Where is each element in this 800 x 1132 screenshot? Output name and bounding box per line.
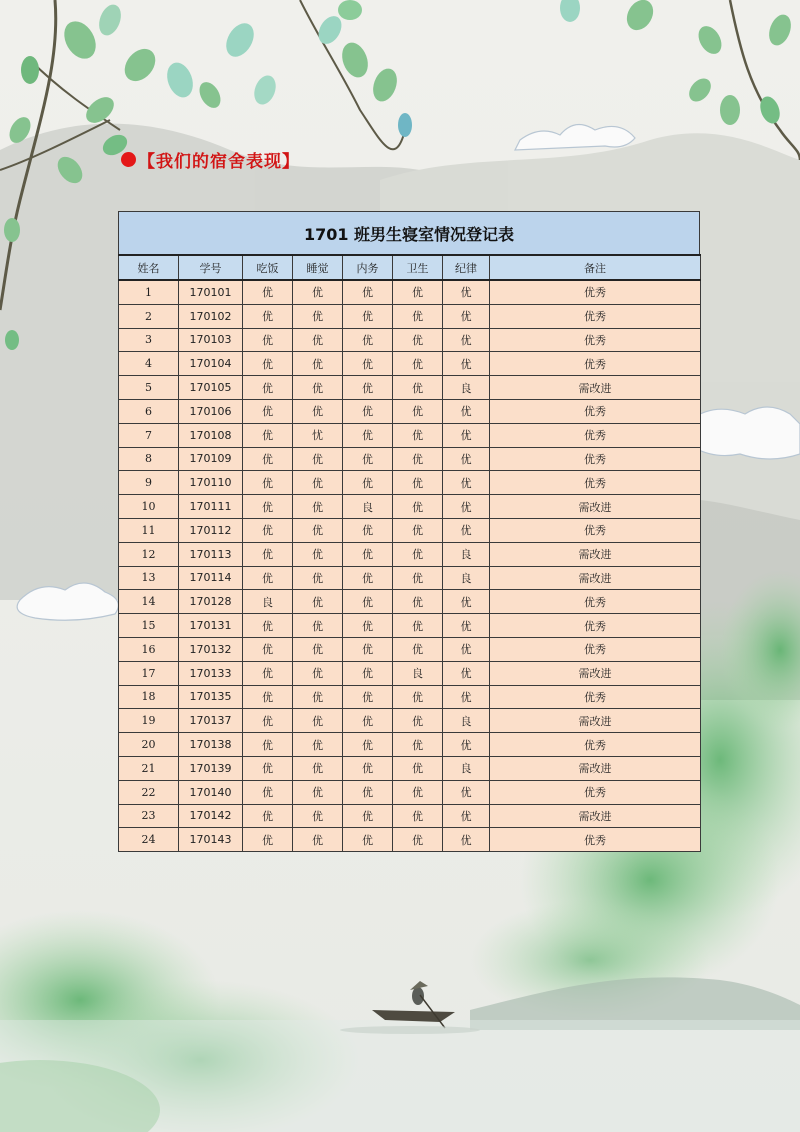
table-row [119, 423, 701, 447]
discipline-grade-cell: 优 [443, 399, 490, 423]
student-id-cell: 170108 [179, 423, 243, 447]
sleeping-grade-cell: 优 [293, 399, 343, 423]
sleeping-grade-cell: 优 [293, 495, 343, 519]
row-number-cell: 16 [119, 637, 179, 661]
column-header-eating: 吃饭 [243, 255, 293, 280]
remark-cell: 需改进 [490, 804, 701, 828]
chores-grade-cell: 良 [343, 495, 393, 519]
sleeping-grade-cell: 优 [293, 804, 343, 828]
row-number-cell: 11 [119, 518, 179, 542]
discipline-grade-cell: 优 [443, 447, 490, 471]
eating-grade-cell: 优 [243, 423, 293, 447]
row-number-cell: 13 [119, 566, 179, 590]
student-id-cell: 170140 [179, 780, 243, 804]
column-header-hygiene: 卫生 [393, 255, 443, 280]
chores-grade-cell: 优 [343, 280, 393, 304]
sleeping-grade-cell: 优 [293, 590, 343, 614]
row-number-cell: 18 [119, 685, 179, 709]
chores-grade-cell: 优 [343, 637, 393, 661]
hygiene-grade-cell: 优 [393, 280, 443, 304]
table-body [119, 280, 701, 852]
column-header-name: 姓名 [119, 255, 179, 280]
chores-grade-cell: 优 [343, 804, 393, 828]
remark-cell: 优秀 [490, 423, 701, 447]
student-id-cell: 170110 [179, 471, 243, 495]
table-row [119, 518, 701, 542]
student-id-cell: 170133 [179, 661, 243, 685]
student-id-cell: 170113 [179, 542, 243, 566]
sleeping-grade-cell: 优 [293, 376, 343, 400]
discipline-grade-cell: 优 [443, 328, 490, 352]
table-row [119, 590, 701, 614]
table-row [119, 637, 701, 661]
remark-cell: 优秀 [490, 447, 701, 471]
student-id-cell: 170114 [179, 566, 243, 590]
sleeping-grade-cell: 优 [293, 756, 343, 780]
eating-grade-cell: 优 [243, 328, 293, 352]
student-id-cell: 170132 [179, 637, 243, 661]
chores-grade-cell: 优 [343, 780, 393, 804]
table-row [119, 733, 701, 757]
remark-cell: 优秀 [490, 780, 701, 804]
sleeping-grade-cell: 优 [293, 352, 343, 376]
discipline-grade-cell: 良 [443, 709, 490, 733]
row-number-cell: 8 [119, 447, 179, 471]
remark-cell: 需改进 [490, 661, 701, 685]
row-number-cell: 19 [119, 709, 179, 733]
sleeping-grade-cell: 优 [293, 518, 343, 542]
student-id-cell: 170105 [179, 376, 243, 400]
eating-grade-cell: 优 [243, 518, 293, 542]
remark-cell: 优秀 [490, 280, 701, 304]
discipline-grade-cell: 优 [443, 423, 490, 447]
table-row [119, 447, 701, 471]
table-row [119, 709, 701, 733]
chores-grade-cell: 优 [343, 566, 393, 590]
section-heading-text: 【我们的宿舍表现】 [138, 151, 300, 172]
sleeping-grade-cell: 优 [293, 614, 343, 638]
chores-grade-cell: 优 [343, 685, 393, 709]
student-id-cell: 170142 [179, 804, 243, 828]
register-grid [118, 254, 701, 852]
chores-grade-cell: 优 [343, 376, 393, 400]
hygiene-grade-cell: 优 [393, 804, 443, 828]
remark-cell: 需改进 [490, 376, 701, 400]
chores-grade-cell: 优 [343, 471, 393, 495]
remark-cell: 需改进 [490, 756, 701, 780]
student-id-cell: 170112 [179, 518, 243, 542]
row-number-cell: 14 [119, 590, 179, 614]
chores-grade-cell: 优 [343, 423, 393, 447]
discipline-grade-cell: 优 [443, 280, 490, 304]
sleeping-grade-cell: 优 [293, 566, 343, 590]
table-row [119, 685, 701, 709]
discipline-grade-cell: 优 [443, 780, 490, 804]
remark-cell: 需改进 [490, 566, 701, 590]
hygiene-grade-cell: 优 [393, 685, 443, 709]
eating-grade-cell: 优 [243, 804, 293, 828]
remark-cell: 优秀 [490, 352, 701, 376]
chores-grade-cell: 优 [343, 352, 393, 376]
sleeping-grade-cell: 优 [293, 280, 343, 304]
discipline-grade-cell: 优 [443, 828, 490, 852]
table-row [119, 495, 701, 519]
eating-grade-cell: 优 [243, 352, 293, 376]
row-number-cell: 24 [119, 828, 179, 852]
dorm-register-table [118, 211, 700, 852]
remark-cell: 需改进 [490, 709, 701, 733]
eating-grade-cell: 优 [243, 685, 293, 709]
remark-cell: 优秀 [490, 614, 701, 638]
table-row [119, 328, 701, 352]
section-heading [121, 148, 300, 170]
hygiene-grade-cell: 优 [393, 709, 443, 733]
row-number-cell: 12 [119, 542, 179, 566]
student-id-cell: 170106 [179, 399, 243, 423]
column-header-remark: 备注 [490, 255, 701, 280]
hygiene-grade-cell: 优 [393, 780, 443, 804]
sleeping-grade-cell: 优 [293, 780, 343, 804]
eating-grade-cell: 优 [243, 828, 293, 852]
remark-cell: 优秀 [490, 304, 701, 328]
eating-grade-cell: 优 [243, 661, 293, 685]
sleeping-grade-cell: 优 [293, 542, 343, 566]
row-number-cell: 15 [119, 614, 179, 638]
eating-grade-cell: 优 [243, 637, 293, 661]
column-header-chores: 内务 [343, 255, 393, 280]
eating-grade-cell: 优 [243, 614, 293, 638]
eating-grade-cell: 优 [243, 304, 293, 328]
row-number-cell: 22 [119, 780, 179, 804]
chores-grade-cell: 优 [343, 399, 393, 423]
student-id-cell: 170137 [179, 709, 243, 733]
discipline-grade-cell: 优 [443, 637, 490, 661]
table-row [119, 661, 701, 685]
table-row [119, 304, 701, 328]
hygiene-grade-cell: 良 [393, 661, 443, 685]
student-id-cell: 170104 [179, 352, 243, 376]
discipline-grade-cell: 优 [443, 495, 490, 519]
eating-grade-cell: 优 [243, 495, 293, 519]
hygiene-grade-cell: 优 [393, 637, 443, 661]
chores-grade-cell: 优 [343, 542, 393, 566]
row-number-cell: 17 [119, 661, 179, 685]
student-id-cell: 170143 [179, 828, 243, 852]
student-id-cell: 170138 [179, 733, 243, 757]
student-id-cell: 170103 [179, 328, 243, 352]
discipline-grade-cell: 优 [443, 661, 490, 685]
discipline-grade-cell: 优 [443, 685, 490, 709]
eating-grade-cell: 优 [243, 447, 293, 471]
chores-grade-cell: 优 [343, 756, 393, 780]
hygiene-grade-cell: 优 [393, 828, 443, 852]
discipline-grade-cell: 良 [443, 542, 490, 566]
table-row [119, 471, 701, 495]
row-number-cell: 20 [119, 733, 179, 757]
table-row [119, 614, 701, 638]
sleeping-grade-cell: 优 [293, 828, 343, 852]
student-id-cell: 170102 [179, 304, 243, 328]
eating-grade-cell: 优 [243, 399, 293, 423]
discipline-grade-cell: 优 [443, 518, 490, 542]
column-header-student-id: 学号 [179, 255, 243, 280]
column-header-discipline: 纪律 [443, 255, 490, 280]
chores-grade-cell: 优 [343, 328, 393, 352]
hygiene-grade-cell: 优 [393, 542, 443, 566]
eating-grade-cell: 优 [243, 709, 293, 733]
chores-grade-cell: 优 [343, 518, 393, 542]
eating-grade-cell: 优 [243, 280, 293, 304]
sleeping-grade-cell: 优 [293, 709, 343, 733]
row-number-cell: 7 [119, 423, 179, 447]
hygiene-grade-cell: 优 [393, 756, 443, 780]
eating-grade-cell: 优 [243, 733, 293, 757]
eating-grade-cell: 优 [243, 376, 293, 400]
chores-grade-cell: 优 [343, 661, 393, 685]
row-number-cell: 9 [119, 471, 179, 495]
row-number-cell: 5 [119, 376, 179, 400]
row-number-cell: 10 [119, 495, 179, 519]
student-id-cell: 170111 [179, 495, 243, 519]
row-number-cell: 1 [119, 280, 179, 304]
row-number-cell: 23 [119, 804, 179, 828]
row-number-cell: 21 [119, 756, 179, 780]
row-number-cell: 2 [119, 304, 179, 328]
chores-grade-cell: 优 [343, 709, 393, 733]
sleeping-grade-cell: 优 [293, 328, 343, 352]
sleeping-grade-cell: 优 [293, 661, 343, 685]
chores-grade-cell: 优 [343, 828, 393, 852]
chores-grade-cell: 优 [343, 733, 393, 757]
discipline-grade-cell: 优 [443, 352, 490, 376]
table-row [119, 780, 701, 804]
sleeping-grade-cell: 优 [293, 304, 343, 328]
remark-cell: 需改进 [490, 542, 701, 566]
remark-cell: 优秀 [490, 733, 701, 757]
row-number-cell: 4 [119, 352, 179, 376]
table-row [119, 828, 701, 852]
sleeping-grade-cell: 优 [293, 447, 343, 471]
eating-grade-cell: 优 [243, 756, 293, 780]
hygiene-grade-cell: 优 [393, 566, 443, 590]
hygiene-grade-cell: 优 [393, 471, 443, 495]
student-id-cell: 170109 [179, 447, 243, 471]
table-row [119, 280, 701, 304]
discipline-grade-cell: 良 [443, 566, 490, 590]
remark-cell: 优秀 [490, 471, 701, 495]
remark-cell: 优秀 [490, 828, 701, 852]
discipline-grade-cell: 优 [443, 733, 490, 757]
discipline-grade-cell: 良 [443, 376, 490, 400]
hygiene-grade-cell: 优 [393, 352, 443, 376]
hygiene-grade-cell: 优 [393, 423, 443, 447]
sleeping-grade-cell: 优 [293, 471, 343, 495]
remark-cell: 优秀 [490, 637, 701, 661]
discipline-grade-cell: 优 [443, 471, 490, 495]
hygiene-grade-cell: 优 [393, 328, 443, 352]
sleeping-grade-cell: 忧 [293, 423, 343, 447]
remark-cell: 优秀 [490, 685, 701, 709]
hygiene-grade-cell: 优 [393, 376, 443, 400]
table-row [119, 399, 701, 423]
student-id-cell: 170131 [179, 614, 243, 638]
table-row [119, 352, 701, 376]
eating-grade-cell: 优 [243, 566, 293, 590]
hygiene-grade-cell: 优 [393, 518, 443, 542]
remark-cell: 优秀 [490, 518, 701, 542]
hygiene-grade-cell: 优 [393, 447, 443, 471]
eating-grade-cell: 优 [243, 780, 293, 804]
hygiene-grade-cell: 优 [393, 733, 443, 757]
chores-grade-cell: 优 [343, 614, 393, 638]
eating-grade-cell: 优 [243, 471, 293, 495]
table-row [119, 566, 701, 590]
sleeping-grade-cell: 优 [293, 685, 343, 709]
remark-cell: 优秀 [490, 590, 701, 614]
table-row [119, 804, 701, 828]
student-id-cell: 170139 [179, 756, 243, 780]
discipline-grade-cell: 优 [443, 590, 490, 614]
column-header-sleeping: 睡觉 [293, 255, 343, 280]
table-title: 1701 班男生寝室情况登记表 [118, 211, 700, 254]
eating-grade-cell: 优 [243, 542, 293, 566]
table-row [119, 756, 701, 780]
remark-cell: 需改进 [490, 495, 701, 519]
student-id-cell: 170135 [179, 685, 243, 709]
hygiene-grade-cell: 优 [393, 495, 443, 519]
sleeping-grade-cell: 优 [293, 637, 343, 661]
row-number-cell: 6 [119, 399, 179, 423]
chores-grade-cell: 优 [343, 447, 393, 471]
heading-bullet-icon [121, 152, 136, 167]
discipline-grade-cell: 优 [443, 304, 490, 328]
remark-cell: 优秀 [490, 399, 701, 423]
table-row [119, 542, 701, 566]
table-row [119, 376, 701, 400]
student-id-cell: 170101 [179, 280, 243, 304]
hygiene-grade-cell: 优 [393, 304, 443, 328]
sleeping-grade-cell: 优 [293, 733, 343, 757]
discipline-grade-cell: 优 [443, 614, 490, 638]
chores-grade-cell: 优 [343, 590, 393, 614]
row-number-cell: 3 [119, 328, 179, 352]
remark-cell: 优秀 [490, 328, 701, 352]
eating-grade-cell: 良 [243, 590, 293, 614]
discipline-grade-cell: 良 [443, 756, 490, 780]
hygiene-grade-cell: 优 [393, 590, 443, 614]
student-id-cell: 170128 [179, 590, 243, 614]
hygiene-grade-cell: 优 [393, 614, 443, 638]
hygiene-grade-cell: 优 [393, 399, 443, 423]
table-header-row [119, 255, 701, 280]
chores-grade-cell: 优 [343, 304, 393, 328]
discipline-grade-cell: 优 [443, 804, 490, 828]
